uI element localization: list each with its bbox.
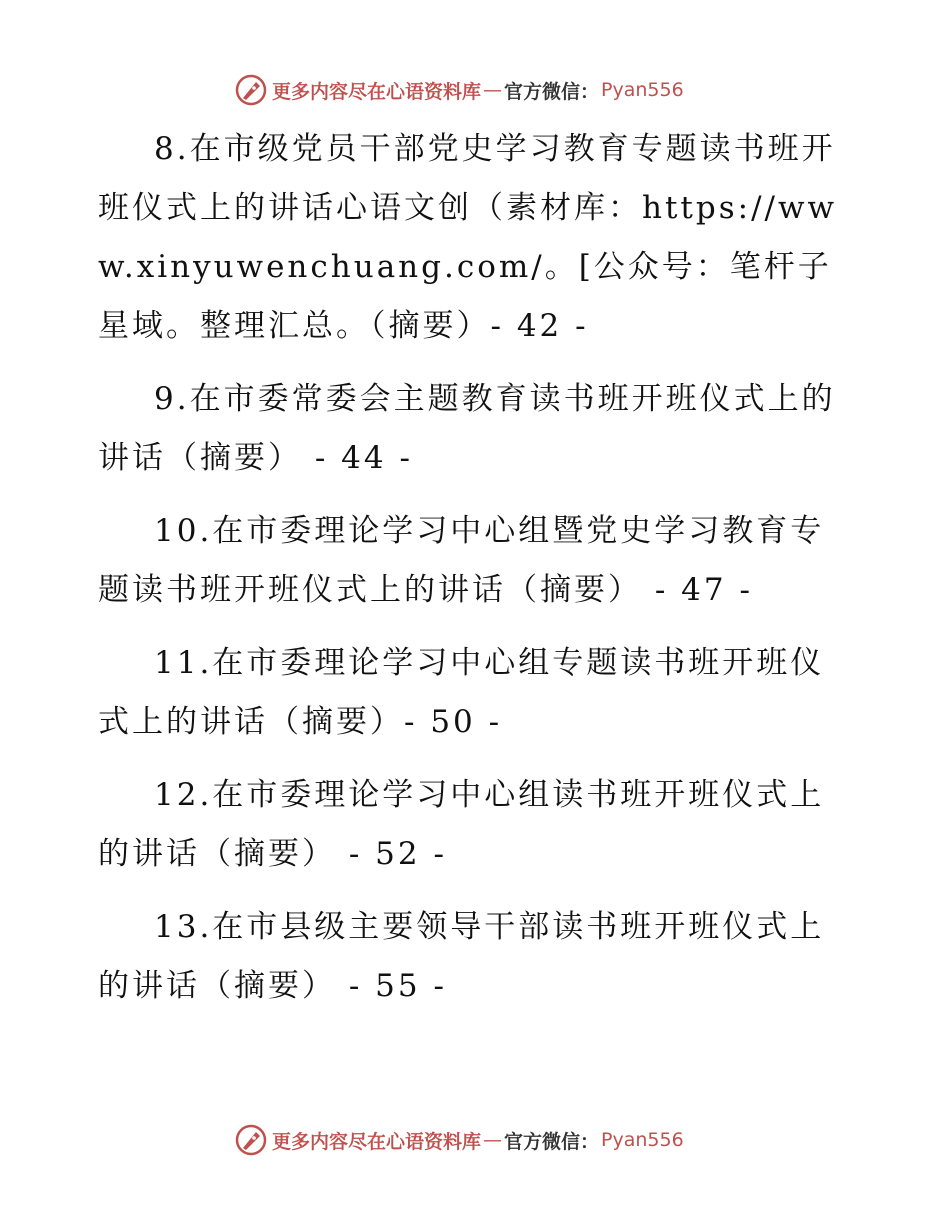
toc-entry-13[interactable]: 13.在市县级主要领导干部读书班开班仪式上的讲话（摘要） - 55 -	[98, 909, 825, 1004]
banner-site-text: 更多内容尽在心语资料库	[272, 1130, 482, 1153]
banner-site-text: 更多内容尽在心语资料库	[272, 80, 482, 103]
pen-nib-logo-icon	[234, 1123, 268, 1157]
banner-dash: —	[483, 79, 503, 101]
toc-entry-10[interactable]: 10.在市委理论学习中心组暨党史学习教育专题读书班开班仪式上的讲话（摘要） - 47 -	[98, 513, 825, 608]
banner-wechat-id: Pyan556	[601, 79, 684, 101]
banner-wechat-label: 官方微信：	[504, 80, 600, 103]
header-banner	[234, 70, 684, 110]
banner-wechat-id: Pyan556	[601, 1129, 684, 1151]
pen-nib-logo-icon	[234, 73, 268, 107]
toc-entry-9[interactable]: 9.在市委常委会主题教育读书班开班仪式上的讲话（摘要） - 44 -	[98, 381, 836, 476]
toc-entry-11[interactable]: 11.在市委理论学习中心组专题读书班开班仪式上的讲话（摘要）- 50 -	[98, 645, 825, 740]
toc-entry-8[interactable]: 8.在市级党员干部党史学习教育专题读书班开班仪式上的讲话心语文创（素材库：https://www.xinyuwenchuang.com/。[公众号：笔杆子星域。整理汇总。（摘要）- 42 -	[98, 131, 838, 344]
footer-banner	[234, 1120, 684, 1160]
toc-list	[98, 120, 858, 1030]
toc-entry-12[interactable]: 12.在市委理论学习中心组读书班开班仪式上的讲话（摘要） - 52 -	[98, 777, 825, 872]
banner-dash: —	[483, 1129, 503, 1151]
banner-wechat-label: 官方微信：	[504, 1130, 600, 1153]
